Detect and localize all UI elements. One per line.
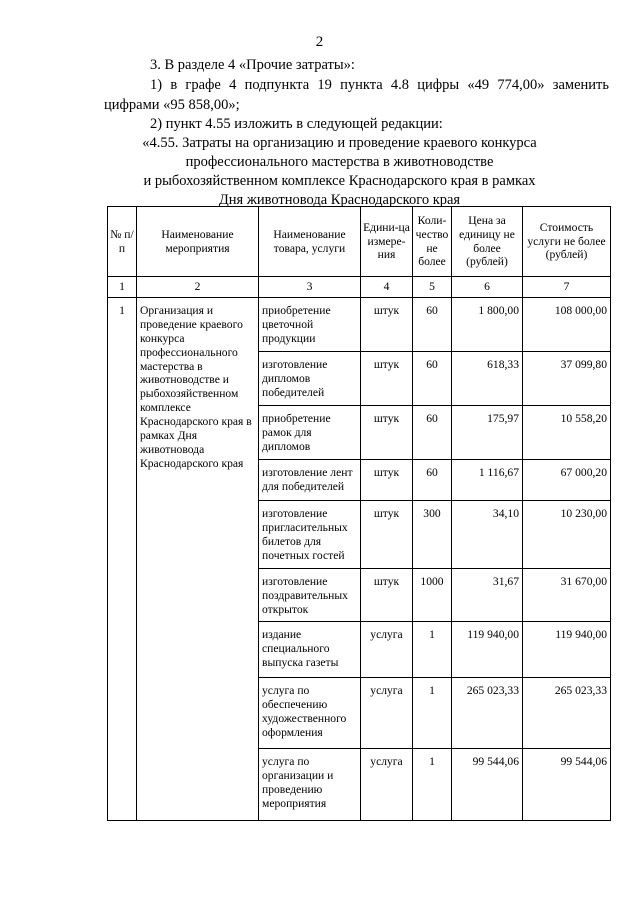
- item-name: приобретение цветочной продукции: [259, 297, 361, 351]
- item-cost: 37 099,80: [523, 351, 611, 405]
- item-quantity: 60: [413, 297, 452, 351]
- column-number: 1: [108, 277, 137, 298]
- costs-table: [107, 206, 611, 821]
- item-name: приобретение рамок для дипломов: [259, 405, 361, 459]
- header-quantity: Коли-чество не более: [413, 207, 452, 277]
- item-price: 175,97: [452, 405, 523, 459]
- item-price: 1 800,00: [452, 297, 523, 351]
- item-quantity: 1: [413, 677, 452, 748]
- header-item: Наименование товара, услуги: [259, 207, 361, 277]
- column-number: 6: [452, 277, 523, 298]
- item-name: услуга по организации и проведению мероприятия: [259, 748, 361, 820]
- item-name: изготовление поздравительных открыток: [259, 568, 361, 621]
- item-unit: услуга: [361, 621, 413, 677]
- header-price: Цена за единицу не более (рублей): [452, 207, 523, 277]
- item-cost: 67 000,20: [523, 459, 611, 500]
- page-number: 2: [315, 34, 324, 50]
- column-number: 2: [137, 277, 259, 298]
- item-unit: штук: [361, 500, 413, 568]
- amendment-2-line: 2) пункт 4.55 изложить в следующей редакции:: [150, 116, 443, 132]
- item-unit: услуга: [361, 677, 413, 748]
- item-unit: штук: [361, 405, 413, 459]
- heading-line-3: и рыбохозяйственном комплексе Краснодарского края в рамках: [143, 173, 536, 189]
- item-quantity: 60: [413, 459, 452, 500]
- item-cost: 31 670,00: [523, 568, 611, 621]
- item-cost: 10 558,20: [523, 405, 611, 459]
- item-price: 31,67: [452, 568, 523, 621]
- item-cost: 10 230,00: [523, 500, 611, 568]
- item-quantity: 1: [413, 748, 452, 820]
- item-cost: 119 940,00: [523, 621, 611, 677]
- heading-line-2: профессионального мастерства в животноводстве: [185, 154, 494, 170]
- item-price: 265 023,33: [452, 677, 523, 748]
- item-cost: 99 544,06: [523, 748, 611, 820]
- amendment-1-line: 1) в графе 4 подпункта 19 пункта 4.8 цифры «49 774,00» заменить: [150, 77, 609, 93]
- item-cost: 108 000,00: [523, 297, 611, 351]
- header-unit: Едини-ца измере-ния: [361, 207, 413, 277]
- header-cost: Стоимость услуги не более (рублей): [523, 207, 611, 277]
- item-cost: 265 023,33: [523, 677, 611, 748]
- column-number: 3: [259, 277, 361, 298]
- heading-line-1: «4.55. Затраты на организацию и проведение краевого конкурса: [142, 135, 537, 151]
- item-quantity: 60: [413, 351, 452, 405]
- section-3-line: 3. В разделе 4 «Прочие затраты»:: [150, 57, 355, 73]
- item-price: 99 544,06: [452, 748, 523, 820]
- item-name: издание специального выпуска газеты: [259, 621, 361, 677]
- header-event: Наименование мероприятия: [137, 207, 259, 277]
- item-price: 34,10: [452, 500, 523, 568]
- table-header-row: [108, 207, 611, 277]
- column-number-row: [108, 277, 611, 298]
- event-name: Организация и проведение краевого конкурса профессионального мастерства в животноводстве и рыбохозяйственном комплексе Краснодарского края в рамках Дня животновода Краснодарского края: [137, 297, 259, 820]
- item-unit: услуга: [361, 748, 413, 820]
- item-unit: штук: [361, 459, 413, 500]
- header-number: № п/п: [108, 207, 137, 277]
- item-name: изготовление пригласительных билетов для почетных гостей: [259, 500, 361, 568]
- item-name: услуга по обеспечению художественного оформления: [259, 677, 361, 748]
- table-row: [108, 297, 611, 351]
- column-number: 5: [413, 277, 452, 298]
- item-name: изготовление лент для победителей: [259, 459, 361, 500]
- item-unit: штук: [361, 568, 413, 621]
- amendment-1-cont: цифрами «95 858,00»;: [104, 97, 240, 113]
- item-unit: штук: [361, 351, 413, 405]
- item-unit: штук: [361, 297, 413, 351]
- item-price: 1 116,67: [452, 459, 523, 500]
- column-number: 4: [361, 277, 413, 298]
- item-price: 618,33: [452, 351, 523, 405]
- item-quantity: 1000: [413, 568, 452, 621]
- item-price: 119 940,00: [452, 621, 523, 677]
- row-number: 1: [108, 297, 137, 820]
- item-quantity: 300: [413, 500, 452, 568]
- column-number: 7: [523, 277, 611, 298]
- item-quantity: 1: [413, 621, 452, 677]
- item-quantity: 60: [413, 405, 452, 459]
- heading-line-4: Дня животновода Краснодарского края: [218, 192, 461, 208]
- item-name: изготовление дипломов победителей: [259, 351, 361, 405]
